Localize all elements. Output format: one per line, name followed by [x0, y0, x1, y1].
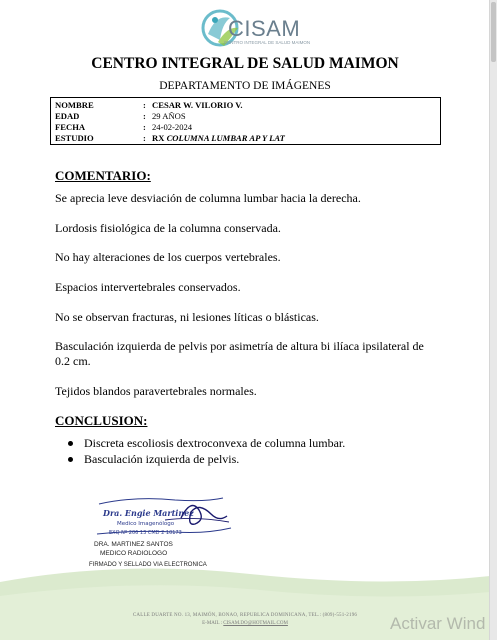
conclusion-list	[68, 436, 345, 467]
info-row-nombre	[55, 100, 243, 111]
comentario-paragraph: Se aprecia leve desviación de columna lumbar hacia la derecha.	[55, 191, 361, 205]
comentario-paragraph: Basculación izquierda de pelvis por asimetría de altura bi ilíaca ipsilateral de 0.2 cm.	[55, 339, 424, 368]
info-label: FECHA	[55, 122, 86, 132]
comentario-paragraph: Espacios intervertebrales conservados.	[55, 280, 241, 294]
conclusion-item: Basculación izquierda de pelvis.	[68, 452, 345, 468]
info-row-estudio	[55, 133, 285, 144]
scrollbar-thumb[interactable]	[491, 2, 496, 62]
info-row-edad	[55, 111, 186, 122]
signature-note: FIRMADO Y SELLADO VIA ELECTRONICA	[89, 562, 207, 568]
info-label: NOMBRE	[55, 100, 94, 110]
comentario-paragraph: Tejidos blandos paravertebrales normales.	[55, 384, 257, 398]
signer-title: MEDICO RADIOLOGO	[100, 550, 168, 557]
info-separator: :	[143, 111, 146, 121]
document-title: CENTRO INTEGRAL DE SALUD MAIMON	[91, 55, 399, 72]
comentario-paragraph: Lordosis fisiológica de la columna conservada.	[55, 221, 281, 235]
conclusion-item: Discreta escoliosis dextroconvexa de columna lumbar.	[68, 436, 345, 452]
patient-age: 29 AÑOS	[152, 111, 186, 121]
comentario-paragraph: No se observan fracturas, ni lesiones líticas o blásticas.	[55, 310, 319, 324]
info-row-fecha	[55, 122, 192, 133]
info-label: ESTUDIO	[55, 133, 94, 143]
footer-email[interactable]: CISAM.DO@HOTMAIL.COM	[223, 621, 288, 626]
study-prefix: RX	[152, 133, 165, 143]
department-label: DEPARTAMENTO DE IMÁGENES	[159, 80, 331, 92]
info-separator: :	[143, 100, 146, 110]
svg-text:Dra. Engie Martinez: Dra. Engie Martinez	[103, 508, 194, 518]
conclusion-heading: CONCLUSION:	[55, 413, 148, 428]
comentario-heading: COMENTARIO:	[55, 168, 151, 183]
activation-watermark: Activar Wind	[390, 614, 486, 633]
footer-address: CALLE DUARTE NO. 13, MAIMÓN, BONAO, REPUBLICA DOMINICANA, TEL.: (809)-551-2196	[132, 613, 358, 618]
study-name: COLUMNA LUMBAR AP Y LAT	[166, 133, 285, 143]
svg-text:Medico Imagenólogo: Medico Imagenólogo	[117, 521, 175, 527]
info-label: EDAD	[55, 111, 80, 121]
logo-text: CISAM	[228, 16, 301, 41]
footer-email-label: E-MAIL :	[202, 621, 224, 626]
info-separator: :	[143, 122, 146, 132]
comentario-paragraph: No hay alteraciones de los cuerpos vertebrales.	[55, 250, 281, 264]
patient-name: CESAR W. VILORIO V.	[152, 100, 243, 110]
signer-name: DRA. MARTINEZ SANTOS	[94, 541, 173, 548]
vertical-scrollbar[interactable]	[489, 0, 497, 640]
study-date: 24-02-2024	[152, 122, 193, 132]
signature-stamp	[95, 490, 235, 546]
logo-subtext: CENTRO INTEGRAL DE SALUD MAIMON	[224, 40, 311, 45]
svg-text:EXQ Nº 206 13 CMD 2 10173: EXQ Nº 206 13 CMD 2 10173	[109, 530, 182, 536]
info-separator: :	[143, 133, 146, 143]
patient-info-box	[50, 97, 441, 145]
